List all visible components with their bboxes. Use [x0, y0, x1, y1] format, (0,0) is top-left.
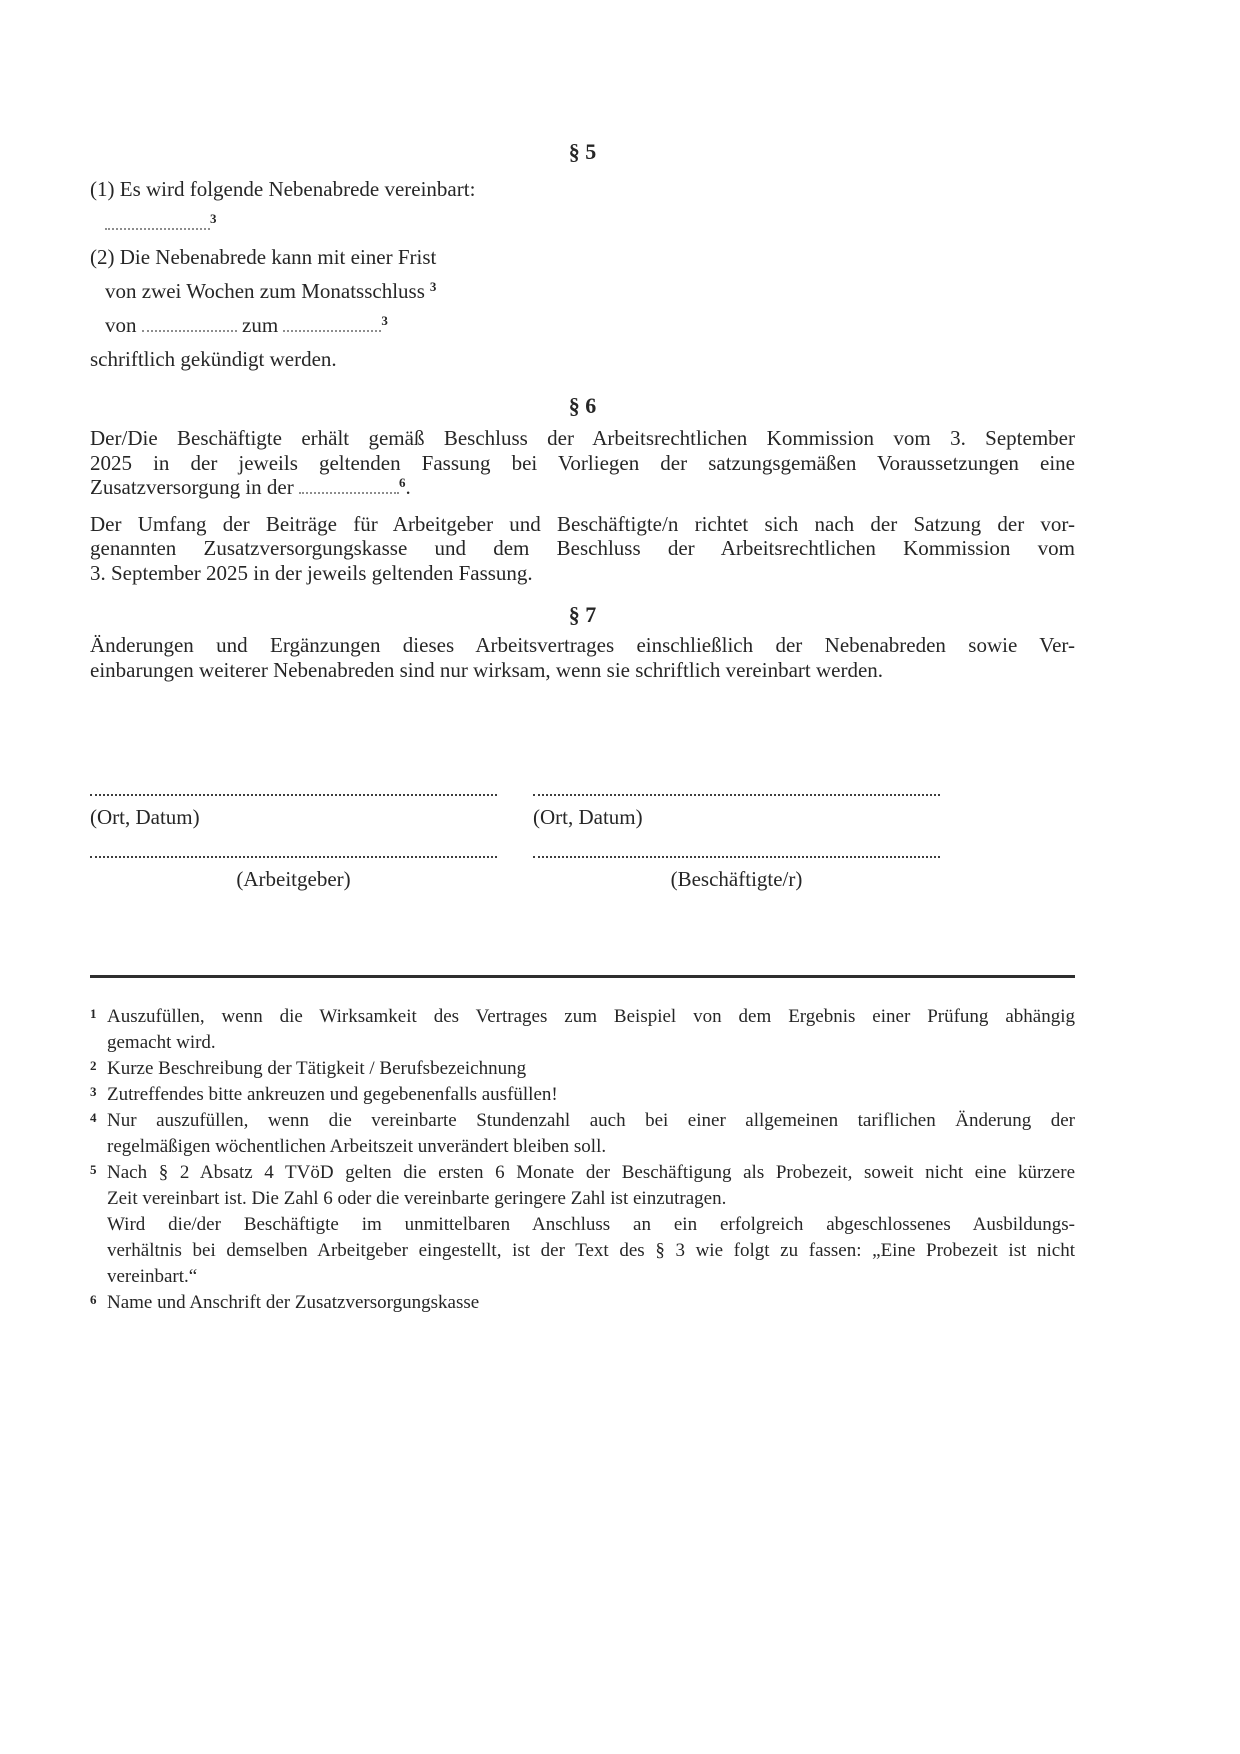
text-line: gemacht wird.	[107, 1032, 216, 1053]
text-line: Der/Die Beschäftigte erhält gemäß Beschluss der Arbeitsrechtlichen Kommission vom 3. September	[90, 426, 1075, 450]
section-6-heading: § 6	[568, 393, 597, 418]
section-6-paragraph-1-lines	[90, 426, 1075, 475]
contract-page-content	[90, 0, 1075, 1316]
footnote-marker: 6	[90, 1292, 97, 1307]
footnote-item	[90, 1082, 1075, 1108]
text-line: Änderungen und Ergänzungen dieses Arbeitsvertrages einschließlich der Nebenabreden sowie Ver-	[90, 633, 1075, 657]
arbeitgeber-label: (Arbeitgeber)	[236, 867, 351, 891]
text-line: Kurze Beschreibung der Tätigkeit / Berufsbezeichnung	[107, 1058, 527, 1079]
footnote-item	[90, 1290, 1075, 1316]
signature-row-ort-datum	[90, 794, 1075, 891]
footnote-ref-3: 3	[210, 211, 217, 226]
section-6-paragraph-2	[90, 512, 1075, 586]
footnotes-section	[90, 1004, 1075, 1316]
text-line: regelmäßigen wöchentlichen Arbeitszeit unverändert bleiben soll.	[107, 1136, 607, 1157]
von-label: von	[105, 313, 137, 337]
footnote-ref-3: 3	[381, 313, 388, 328]
sentence-period: .	[405, 475, 411, 499]
zusatzversorgung-text: Zusatzversorgung in der	[90, 475, 294, 499]
footnote-ref-6: 6	[398, 475, 406, 490]
footnote-ref-3: 3	[429, 279, 437, 294]
clause-5-2-line-2	[90, 278, 1075, 304]
schriftlich-text: schriftlich gekündigt werden.	[90, 347, 337, 371]
text-line: Auszufüllen, wenn die Wirksamkeit des Vertrages zum Beispiel von dem Ergebnis einer Prüfung abhängig	[107, 1006, 1075, 1027]
footnote-divider-rule	[90, 975, 1075, 978]
beschaeftigte-label: (Beschäftigte/r)	[670, 867, 803, 891]
clause-5-1-blank-line	[90, 210, 1075, 236]
ort-datum-label-left: (Ort, Datum)	[90, 805, 200, 829]
footnote-marker: 4	[90, 1110, 97, 1125]
signature-block	[90, 794, 1075, 891]
footnote-item	[90, 1160, 1075, 1290]
ort-datum-label-right: (Ort, Datum)	[533, 805, 643, 829]
text-line: genannten Zusatzversorgungskasse und dem Beschluss der Arbeitsrechtlichen Kommission vom	[90, 536, 1075, 560]
section-7-heading: § 7	[568, 602, 597, 627]
footnote-marker: 2	[90, 1058, 97, 1073]
frist-zum-fill-blank[interactable]	[283, 315, 381, 332]
signature-column-employee	[533, 794, 940, 891]
text-line: Zutreffendes bitte ankreuzen und gegebenenfalls ausfüllen!	[107, 1084, 558, 1105]
text-line: Wird die/der Beschäftigte im unmittelbaren Anschluss an ein erfolgreich abgeschlossenes Ausbildungs-	[107, 1214, 1075, 1235]
section-7-paragraph	[90, 633, 1075, 682]
footnote-marker: 1	[90, 1006, 97, 1021]
text-line: einbarungen weiterer Nebenabreden sind nur wirksam, wenn sie schriftlich vereinbart werden.	[90, 657, 884, 682]
footnote-item	[90, 1004, 1075, 1056]
text-line: 3. September 2025 in der jeweils geltenden Fassung.	[90, 560, 533, 585]
footnote-marker: 5	[90, 1162, 97, 1177]
text-line: Nur auszufüllen, wenn die vereinbarte Stundenzahl auch bei einer allgemeinen tariflichen Änderung der	[107, 1110, 1075, 1131]
section-5-heading: § 5	[568, 139, 597, 164]
clause-5-2-line-1	[90, 244, 1075, 270]
section-6-paragraph-1-last-line	[90, 475, 1075, 500]
zusatzversorgungskasse-fill-blank[interactable]	[299, 477, 399, 494]
clause-5-2-line-4	[90, 346, 1075, 372]
nebenabrede-fill-blank[interactable]	[105, 213, 210, 230]
text-line: 2025 in der jeweils geltenden Fassung bei Vorliegen der satzungsgemäßen Voraussetzungen eine	[90, 450, 1075, 475]
text-line: Name und Anschrift der Zusatzversorgungskasse	[107, 1292, 480, 1313]
footnote-item	[90, 1108, 1075, 1160]
signature-column-employer	[90, 794, 497, 891]
frist-option-text: von zwei Wochen zum Monatsschluss	[105, 279, 425, 303]
text-line: Zeit vereinbart ist. Die Zahl 6 oder die vereinbarte geringere Zahl ist einzutragen.	[107, 1188, 727, 1209]
text-line: Nach § 2 Absatz 4 TVöD gelten die ersten 6 Monate der Beschäftigung als Probezeit, soweit nicht eine kürzere	[107, 1162, 1075, 1183]
text-line: Der Umfang der Beiträge für Arbeitgeber und Beschäftigte/n richtet sich nach der Satzung der vor-	[90, 511, 1075, 536]
frist-von-fill-blank[interactable]	[142, 315, 237, 332]
clause-5-2-line-3	[90, 312, 1075, 338]
text-line: verhältnis bei demselben Arbeitgeber eingestellt, ist der Text des § 3 wie folgt zu fassen: „Eine Probezeit ist nicht	[107, 1240, 1075, 1261]
text-line: vereinbart.“	[107, 1266, 198, 1287]
section-6-paragraph-1	[90, 426, 1075, 500]
clause-5-1-line	[90, 176, 1075, 202]
footnote-item	[90, 1056, 1075, 1082]
footnote-marker: 3	[90, 1084, 97, 1099]
clause-5-1-text: (1) Es wird folgende Nebenabrede vereinbart:	[90, 177, 476, 201]
zum-label: zum	[242, 313, 279, 337]
clause-5-2-text: (2) Die Nebenabrede kann mit einer Frist	[90, 245, 437, 269]
